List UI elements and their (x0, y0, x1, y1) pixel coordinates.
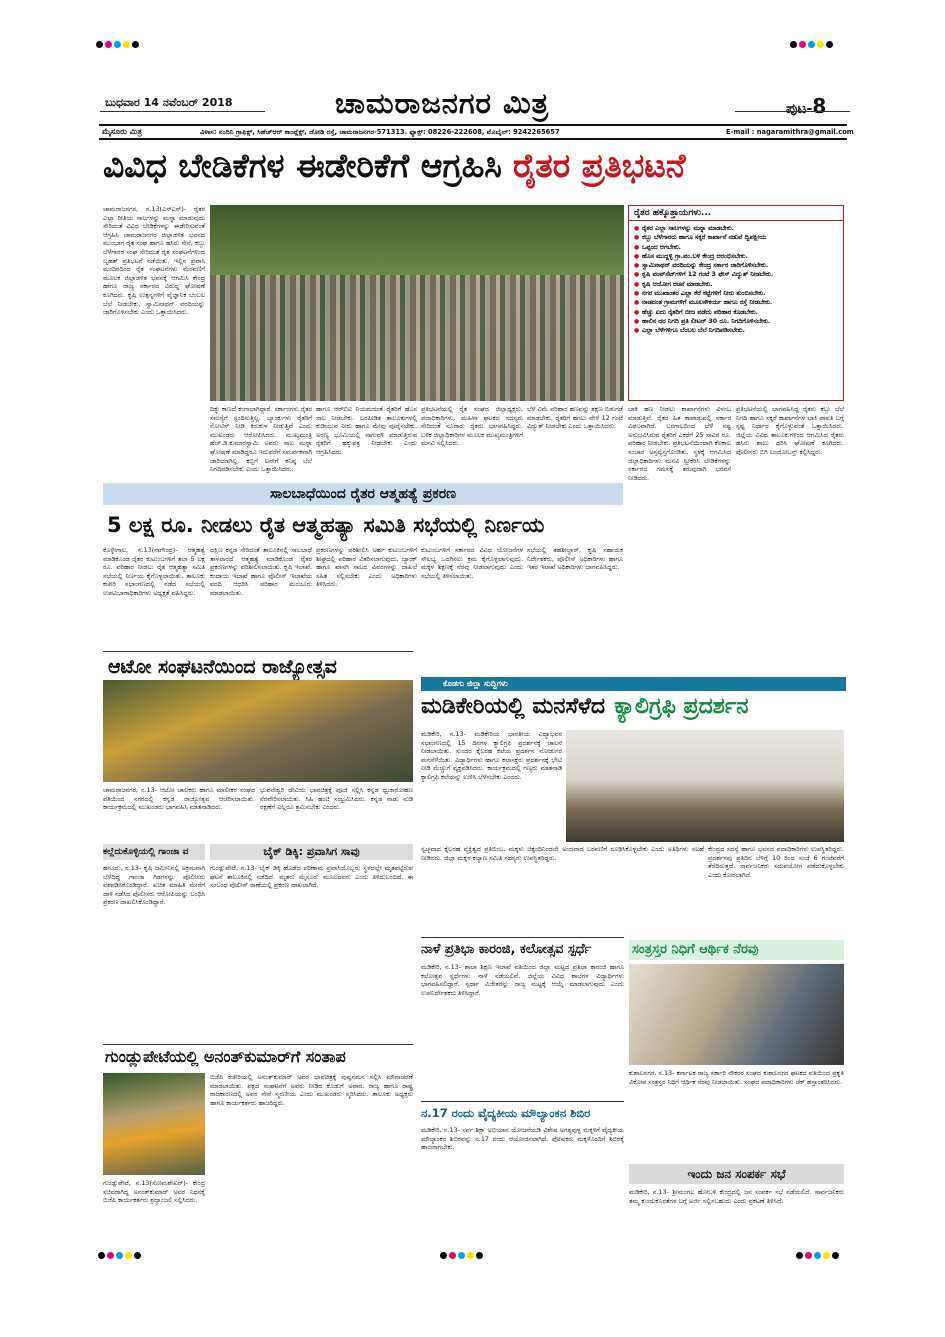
ananth-headline: ಗುಂಡ್ಲುಪೇಟೆಯಲ್ಲಿ ಅನಂತ್‌ಕುಮಾರ್‌ಗೆ ಸಂತಾಪ (105, 1047, 346, 1066)
photo-trees (210, 205, 624, 275)
suicide-kicker: ಸಾಲಬಾಧೆಯಿಂದ ರೈತರ ಆತ್ಮಹತ್ಯೆ ಪ್ರಕರಣ (103, 483, 623, 505)
suicide-col-5: ಸಭೆಯಲ್ಲಿ ತಹಶೀಲ್ದಾರ್, ಕೃಷಿ ಸಹಾಯಕ ನಿರ್ದೇಶಕರು, ಪೊಲೀಸ್ ಅಧಿಕಾರಿಗಳು ಹಾಗೂ ಇತರ ಇಲಾಖೆ ಅಧಿಕಾರಿಗಳು ಭಾಗವಹಿಸಿದ್ದರು. (527, 546, 623, 572)
demand-item: ● ಕಬ್ಬು ಬೆಳೆಗಾರರು ಹಾಗೂ ಸಕ್ಕರೆ ಕಾರ್ಖಾನೆ ನಡುವೆ ದ್ವಿಪಕ್ಷೀಯ (634, 233, 838, 242)
registration-dots-bottom (98, 1244, 143, 1263)
photo-crowd (210, 265, 624, 401)
demand-item: ● ಕೃಷಿ ಪಂಪ್‌ಸೆಟ್‌ಗಳಿಗೆ 12 ಗಂಟೆ 3 ಫೇಸ್ ವಿದ್ಯುತ್ ನೀಡಬೇಕು. (634, 270, 838, 279)
kodagu-tag: ಕೊಡಗು ಜಿಲ್ಲಾ ಸುದ್ದಿಗಳು (421, 677, 846, 691)
ganja-headline: ಕಲ್ಲೆದುಕೊಳ್ಳಿಯಲ್ಲಿ ಗಾಂಜಾ ವ (103, 844, 205, 860)
demand-item: ● ಹೆಚ್ಚು ಐದು ರೈತರಿಗೆ ಬೀಜ ಪಡೆದು ಪರಿಹಾರ ಕೊಡಬೇಕು. (634, 308, 838, 317)
date-rule (100, 111, 265, 112)
relief-text: ಕುಶಾಲನಗರ, ನ.13- ಕರ್ನಾಟಕ ರಾಜ್ಯ ಸರ್ಕಾರಿ ನೌಕರರ ಸಂಘದ ಕುಶಾಲನಗರ ಘಟಕದ ವತಿಯಿಂದ ಪ್ರಕೃತಿ ವಿಕೋಪ ಸಂತ್ರಸ್ತರ ನಿಧಿಗೆ ಆರ್ಥಿಕ ನೆರವು ನೀಡಲಾಯಿತು. ಸಂಘದ ಪದಾಧಿಕಾರಿಗಳು ಚೆಕ್ ಹಸ್ತಾಂತರಿಸಿದರು. (629, 1069, 844, 1086)
page-label: ಪುಟ- (786, 101, 813, 117)
medical-headline: ನ.17 ರಂದು ವೈದ್ಯಕೀಯ ಮೌಲ್ಯಾಂಕನ ಶಿಬಿರ (421, 1106, 591, 1120)
demand-item: ● ರೈತರ ಎಲ್ಲಾ ಸಾಲಗಳನ್ನು ಮನ್ನಾ ಮಾಡಬೇಕು. (634, 224, 838, 233)
relief-headline: ಸಂತ್ರಸ್ತರ ನಿಧಿಗೆ ಆರ್ಥಿಕ ನೆರವು (629, 940, 844, 960)
lead-col-2: ದಿಕ್ಕು ಕಾಣದೆ ಕಂಗಾಲಾಗಿದ್ದಾರೆ. ಸರ್ಕಾರಗಳು ರೈತರ ಸಮಸ್ಯೆಗೆ ಸ್ಪಂದಿಸುತ್ತಿಲ್ಲ. ಬ್ಯಾಂಕುಗಳು ರೈತರಿಗೆ ನೋಟಿಸ್ ನೀಡಿ ಕಿರುಕುಳ ನೀಡುತ್ತಿವೆ ಎಂದು ಮುಖಂಡರು ಆರೋಪಿಸಿದರು. ಮುಖ್ಯಮಂತ್ರಿ ಹೆಚ್.ಡಿ.ಕುಮಾರಸ್ವಾಮಿ ಅವರು ಸಾಲ ಮನ್ನಾ ಘೋಷಣೆ ಮಾಡಿದ್ದರೂ ಇದುವರೆಗೆ ಸಮರ್ಪಕವಾಗಿ ಜಾರಿಯಾಗಿಲ್ಲ. ಕಬ್ಬಿಗೆ ಟನ್‌ಗೆ ಕನಿಷ್ಠ ಬೆಲೆ ನಿಗದಿಪಡಿಸಬೇಕು ಎಂದು ಒತ್ತಾಯಿಸಿದರು. (210, 405, 312, 474)
registration-dots-top-right (790, 33, 835, 52)
lead-headline-red: ರೈತರ ಪ್ರತಿಭಟನೆ (513, 146, 686, 185)
lead-photo (210, 205, 624, 401)
masthead-title: ಚಾಮರಾಜನಗರ ಮಿತ್ರ (335, 86, 550, 120)
relief-photo (629, 964, 844, 1065)
kodagu-text-a: ಮಡಿಕೇರಿ, ನ.13- ಮಡಿಕೇರಿಯ ಭಾರತೀಯ ವಿದ್ಯಾಭವನ ಸಭಾಂಗಣದಲ್ಲಿ 15 ದಿನಗಳ ಕ್ಯಾಲಿಗ್ರಫಿ ಪ್ರದರ್ಶನಕ್ಕೆ ಚಾಲನೆ ನೀಡಲಾಯಿತು. ಸುಂದರ ಕೈಬರಹ ಕಲೆಯ ಪ್ರದರ್ಶನ ನೋಡುಗರ ಮನಸೆಳೆಯಿತು. ವಿದ್ಯಾರ್ಥಿಗಳು ಹಾಗೂ ಕಲಾಸಕ್ತರು ಪ್ರದರ್ಶನಕ್ಕೆ ಭೇಟಿ ನೀಡಿ ಮೆಚ್ಚುಗೆ ವ್ಯಕ್ತಪಡಿಸಿದರು. ಕಾರ್ಯಕ್ರಮದಲ್ಲಿ ಗಣ್ಯರು ಮಾತನಾಡಿ ಕ್ಯಾಲಿಗ್ರಫಿ ಕಲೆಯನ್ನು ಉಳಿಸಿ ಬೆಳೆಸಬೇಕು ಎಂದರು. (421, 730, 562, 781)
auto-text-a: ಚಾಮರಾಜನಗರ, ನ.13- ಆಟೋ ಚಾಲಕರು ಹಾಗೂ ಮಾಲೀಕರ ಸಂಘದ ವತಿಯಿಂದ ನಗರದಲ್ಲಿ ಕನ್ನಡ ರಾಜ್ಯೋತ್ಸವ ಆಚರಿಸಲಾಯಿತು. ಕಾರ್ಯಕ್ರಮದಲ್ಲಿ ಮುಖಂಡರು ಭಾಗವಹಿಸಿ ಮಾತನಾಡಿದರು. (103, 786, 255, 812)
kodagu-headline (421, 694, 749, 719)
page-number-label (786, 94, 826, 118)
kodagu-headline-black: ಮಡಿಕೇರಿಯಲ್ಲಿ ಮನಸೆಳೆದ (421, 694, 606, 719)
demand-item: ● ಎಲ್ಲಾ ಬೆಳೆಗಳಿಗೂ ಬೆಂಬಲ ಬೆಲೆ ನಿಗದಿಪಡಿಸಬೇಕು. (634, 326, 838, 335)
bike-text: ಗುಂಡ್ಲುಪೇಟೆ, ನ.13- ಬೈಕ್ ಡಿಕ್ಕಿ ಹೊಡೆದ ಪರಿಣಾಮ ಪ್ರವಾಸಿಯೊಬ್ಬರು ಸ್ಥಳದಲ್ಲೇ ಮೃತಪಟ್ಟಿರುವ ಘಟನೆ ತಾಲೂಕಿನಲ್ಲಿ ನಡೆದಿದೆ. ಮೃತರು ಮೈಸೂರು ಮೂಲದವರು ಎಂದು ತಿಳಿದುಬಂದಿದೆ. ಈ ಸಂಬಂಧ ಪೊಲೀಸ್ ಠಾಣೆಯಲ್ಲಿ ಪ್ರಕರಣ ದಾಖಲಾಗಿದೆ. (210, 864, 413, 890)
lead-col-1: ಚಾಮರಾಜನಗರ, ನ.13(ಎಸ್‌ಎನ್)- ರೈತರ ಎಲ್ಲಾ ರೀತಿಯ ಸಾಲಗಳನ್ನು ಮನ್ನಾ ಮಾಡುವುದು ಸೇರಿದಂತೆ ವಿವಿಧ ಬೇಡಿಕೆಗಳನ್ನು ಈಡೇರಿಸುವಂತೆ ಆಗ್ರಹಿಸಿ ಚಾಮರಾಜನಗರ ಜಿಲ್ಲಾಡಳಿತ ಭವನದ ಮುಂಭಾಗ ರೈತ ಸಂಘ ಹಾಗೂ ಹಸಿರು ಸೇನೆ, ಕಬ್ಬು ಬೆಳೆಗಾರರ ಸಂಘ ಸೇರಿದಂತೆ ರೈತ ಸಂಘಟನೆಗಳಿಂದ ಬೃಹತ್ ಪ್ರತಿಭಟನೆ ನಡೆಯಿತು. ಇಲ್ಲಿನ ಪ್ರವಾಸಿ ಮಂದಿರದಿಂದ ರೈತ ಸಂಘಟನೆಗಳು ಮೆರವಣಿಗೆ ಮೂಲಕ ಜಿಲ್ಲಾಡಳಿತ ಭವನಕ್ಕೆ ಆಗಮಿಸಿ ಕೇಂದ್ರ ಹಾಗೂ ರಾಜ್ಯ ಸರ್ಕಾರದ ವಿರುದ್ಧ ಘೋಷಣೆ ಕೂಗಿದರು. ಕೃಷಿ ಉತ್ಪನ್ನಗಳಿಗೆ ವೈಜ್ಞಾನಿಕ ಬೆಂಬಲ ಬೆಲೆ ನೀಡಬೇಕು, ಸ್ವಾಮಿನಾಥನ್ ವರದಿಯನ್ನು ಜಾರಿಗೊಳಿಸಬೇಕು ಎಂದು ಒತ್ತಾಯಿಸಿದರು. (103, 205, 205, 317)
right-col-a: ಬಾಕಿ ಹಣ ನೀಡಲು ಕಾರ್ಖಾನೆಗಳು ವಿಳಂಬ ಮಾಡುತ್ತಿವೆ. ರೈತರ ಹಿತ ಕಾಪಾಡುವಲ್ಲಿ ಸರ್ಕಾರ ವಿಫಲವಾಗಿದೆ. ಬರಗಾಲದಿಂದ ಬೆಳೆ ನಷ್ಟ ಅನುಭವಿಸಿರುವ ರೈತರಿಗೆ ಎಕರೆಗೆ 25 ಸಾವಿರ ರೂ. ಪರಿಹಾರ ನೀಡಬೇಕು. ಪ್ರತಿಭಟನೆಯಿಂದಾಗಿ ಕೆಲಕಾಲ ಸಂಚಾರ ಅಸ್ತವ್ಯಸ್ತಗೊಂಡಿತು. ಸ್ಥಳಕ್ಕೆ ಆಗಮಿಸಿದ ಜಿಲ್ಲಾಧಿಕಾರಿಗಳು ಮನವಿ ಸ್ವೀಕರಿಸಿ ಬೇಡಿಕೆಗಳನ್ನು ಸರ್ಕಾರದ ಗಮನಕ್ಕೆ ತರುವುದಾಗಿ ಭರವಸೆ ನೀಡಿದರು. (628, 405, 731, 482)
ganja-text: ಹನೂರು, ನ.13- ಕೃಷಿ ಜಮೀನಿನಲ್ಲಿ ಅಕ್ರಮವಾಗಿ ಬೆಳೆದಿದ್ದ ಗಾಂಜಾ ಗಿಡಗಳನ್ನು ಪೊಲೀಸರು ವಶಪಡಿಸಿಕೊಂಡಿದ್ದಾರೆ. ಖಚಿತ ಮಾಹಿತಿ ಮೇರೆಗೆ ದಾಳಿ ನಡೆಸಿದ ಪೊಲೀಸರು ಆರೋಪಿಯನ್ನು ಬಂಧಿಸಿ ಪ್ರಕರಣ ದಾಖಲಿಸಿಕೊಂಡಿದ್ದಾರೆ. (103, 864, 205, 907)
demand-item: ● ನಾಡದಂತ ಗ್ರಾಮಗಳಿಗೆ ಮೂಲಸೌಕರ್ಯ ಹಾಗೂ ರಸ್ತೆ ನೀಡಬೇಕು. (634, 298, 838, 307)
demand-item: ● ಹೊಸ ಮುದ್ದಳ್ಳಿ ಗ್ರಾ.ಪಂ.ಬಳಿ ಕೇಂದ್ರ ಆರಂಭಿಸಬೇಕು. (634, 252, 838, 261)
suicide-col-1: ಕೊಳ್ಳೇಗಾಲ, ನ.13(ನಾಗೇಂದ್ರ)- ಆತ್ಮಹತ್ಯೆ ಮಾಡಿಕೊಂಡ ರೈತರ ಕುಟುಂಬಗಳಿಗೆ ತಲಾ 5 ಲಕ್ಷ ರೂ. ಪರಿಹಾರ ನೀಡಲು ರೈತ ಆತ್ಮಹತ್ಯಾ ಸಮಿತಿ ಸಭೆಯಲ್ಲಿ ನಿರ್ಣಯ ಕೈಗೊಳ್ಳಲಾಯಿತು. ತಾಲೂಕು ಕಚೇರಿ ಸಭಾಂಗಣದಲ್ಲಿ ನಡೆದ ಸಭೆಯಲ್ಲಿ ಉಪವಿಭಾಗಾಧಿಕಾರಿಗಳು ಅಧ್ಯಕ್ಷತೆ ವಹಿಸಿದ್ದರು. (103, 546, 205, 597)
auto-headline: ಆಟೋ ಸಂಘಟನೆಯಿಂದ ರಾಜ್ಯೋತ್ಸವ (108, 656, 337, 678)
bike-headline: ಬೈಕ್ ಡಿಕ್ಕಿ: ಪ್ರವಾಸಿಗ ಸಾವು (210, 844, 413, 860)
lead-col-5: ಬೆಳೆ ವಿಮೆ ಪರಿಹಾರ ಹಣವನ್ನು ತಕ್ಷಣ ಬಿಡುಗಡೆ ಮಾಡಬೇಕು. ರೈತರಿಗೆ ಹಗಲು ವೇಳೆ 12 ಗಂಟೆ ವಿದ್ಯುತ್ ನೀಡಬೇಕು ಎಂದು ಒತ್ತಾಯಿಸಿದರು. (527, 405, 623, 431)
suicide-col-2: ದಕ್ಷಿಣ ಕನ್ನಡ ಸೇರಿದಂತೆ ತಾಲೂಕಿನಲ್ಲಿ ಸಾಲಬಾಧೆ ತಾಳಲಾರದೆ ಆತ್ಮಹತ್ಯೆ ಮಾಡಿಕೊಂಡ ರೈತರ ಪ್ರಕರಣಗಳನ್ನು ಪರಿಶೀಲಿಸಲಾಯಿತು. ಕೃಷಿ ಇಲಾಖೆ, ಕಂದಾಯ ಇಲಾಖೆ ಹಾಗೂ ಪೊಲೀಸ್ ಇಲಾಖೆಯ ವರದಿ ಆಧರಿಸಿ ಪರಿಹಾರ ಮಂಜೂರು ಮಾಡಲಾಯಿತು. (210, 546, 312, 597)
kodagu-headline-green: ಕ್ಯಾಲಿಗ್ರಫಿ ಪ್ರದರ್ಶನ (614, 694, 749, 719)
ananth-text: ಬಿಜೆಪಿ ಕಚೇರಿಯಲ್ಲಿ ಅನಂತ್‌ಕುಮಾರ್ ಅವರ ಭಾವಚಿತ್ರಕ್ಕೆ ಪುಷ್ಪನಮನ ಸಲ್ಲಿಸಿ ಮೌನಾಚರಣೆ ಮಾಡಲಾಯಿತು. ಪಕ್ಷದ ಸಂಘಟನೆಗೆ ಅವರು ನೀಡಿದ ಕೊಡುಗೆ ಅಪಾರ. ರಾಜ್ಯ ಹಾಗೂ ರಾಷ್ಟ್ರ ರಾಜಕಾರಣದಲ್ಲಿ ಅವರ ಸೇವೆ ಸ್ಮರಣೀಯ ಎಂದು ಮುಖಂಡರು ಸ್ಮರಿಸಿದರು. ತಾಲೂಕು ಅಧ್ಯಕ್ಷರು ಹಾಗೂ ಕಾರ್ಯಕರ್ತರು ಹಾಜರಿದ್ದರು. (210, 1073, 413, 1107)
kodagu-text-b: ಸ್ವಚ್ಛವಾದ ಕೈಬರಹ ವ್ಯಕ್ತಿತ್ವದ ಪ್ರತಿಬಿಂಬ. ಮಕ್ಕಳು ಚಿಕ್ಕಂದಿನಿಂದಲೇ ಅಂದವಾದ ಬರವಣಿಗೆ ರೂಢಿಸಿಕೊಳ್ಳಬೇಕು ಎಂದು ಅತಿಥಿಗಳು ಸಲಹೆ ನೀಡಿದರು. ಜಿಲ್ಲಾ ಮಕ್ಕಳ ಕಲ್ಯಾಣ ಸಮಿತಿ ಸದಸ್ಯರು ಉಪಸ್ಥಿತರಿದ್ದರು. (421, 845, 704, 862)
demand-item: ● ನಗರ ಮುಖಾಂತರ ಎಲ್ಲಾ ಕೆರೆ ಕಟ್ಟೆಗಳಿಗೆ ನೀರು ತುಂಬಿಸಬೇಕು. (634, 289, 838, 298)
ananth-photo (103, 1073, 205, 1175)
demands-list (629, 221, 843, 339)
pratibha-text: ಮಡಿಕೇರಿ, ನ.13- ಶಾಲಾ ಶಿಕ್ಷಣ ಇಲಾಖೆ ವತಿಯಿಂದ ಜಿಲ್ಲಾ ಮಟ್ಟದ ಪ್ರತಿಭಾ ಕಾರಂಜಿ ಹಾಗೂ ಕಲೋತ್ಸವ ಸ್ಪರ್ಧೆಗಳು ನಾಳೆ ನಡೆಯಲಿವೆ. ಜಿಲ್ಲೆಯ ವಿವಿಧ ಶಾಲೆಗಳ ವಿದ್ಯಾರ್ಥಿಗಳು ಭಾಗವಹಿಸಲಿದ್ದಾರೆ. ಸ್ಪರ್ಧಾ ವಿಜೇತರನ್ನು ರಾಜ್ಯ ಮಟ್ಟಕ್ಕೆ ಆಯ್ಕೆ ಮಾಡಲಾಗುವುದು ಎಂದು ಉಪನಿರ್ದೇಶಕರು ತಿಳಿಸಿದ್ದಾರೆ. (421, 963, 624, 997)
medical-text: ಮಡಿಕೇರಿ, ನ.13- ಸರ್ವ ಶಿಕ್ಷಾ ಅಭಿಯಾನ ಯೋಜನೆಯಡಿ ವಿಶೇಷ ಅಗತ್ಯವುಳ್ಳ ಮಕ್ಕಳಿಗೆ ವೈದ್ಯಕೀಯ ಮೌಲ್ಯಾಂಕನ ಶಿಬಿರವನ್ನು ನ.17 ರಂದು ಆಯೋಜಿಸಲಾಗಿದೆ. ಪೋಷಕರು ಮಕ್ಕಳೊಂದಿಗೆ ಶಿಬಿರಕ್ಕೆ ಹಾಜರಾಗಬೇಕು. (421, 1126, 624, 1152)
edition-name: ಮೈಸೂರು ಮಿತ್ರ (102, 127, 142, 136)
suicide-col-3: ಪ್ರಕರಣಗಳನ್ನು ಪರಿಶೀಲಿಸಿ ಅರ್ಹ ಕುಟುಂಬಗಳಿಗೆ ಶೀಘ್ರದಲ್ಲಿ ಪರಿಹಾರ ವಿತರಿಸಲಾಗುವುದು. ಬ್ಯಾಂಕ್ ಹಾಗೂ ಖಾಸಗಿ ಸಾಲದ ವಿವರಗಳನ್ನು ದಾಖಲೆ ಸಹಿತ ಸಲ್ಲಿಸಬೇಕು ಎಂದು ಅಧಿಕಾರಿಗಳು ತಿಳಿಸಿದರು. (316, 546, 417, 589)
page-number: 8 (812, 94, 827, 118)
demands-box (628, 205, 844, 401)
medical-rule (421, 1101, 624, 1102)
pratibha-rule (421, 937, 624, 938)
suicide-col-4: ಕುಟುಂಬಗಳಿಗೆ ಸರ್ಕಾರದ ವಿವಿಧ ಯೋಜನೆಗಳ ಸೌಲಭ್ಯ ಒದಗಿಸಲು ಕ್ರಮ ಕೈಗೊಳ್ಳಲಾಗುವುದು. ಮಕ್ಕಳ ಶಿಕ್ಷಣಕ್ಕೆ ನೆರವು ನೀಡಲಾಗುವುದು ಎಂದು ಸಭೆಯಲ್ಲಿ ತಿಳಿಸಲಾಯಿತು. (421, 546, 523, 580)
masthead-address: ವಿಳಾಸ: ನಂದಿನಿ ಗ್ರಾಫಿಕ್ಸ್, ಸಿಹೆಚ್‌ಆರ್ ಕಾಂಪ್ಲೆಕ್ಸ್, ಜೋಡಿ ರಸ್ತೆ, ಚಾಮರಾಜನಗರ-571313. ಫ್ಯಾಕ್ಸ್: 08226-222608, ಮೊಬೈಲ್: 9242265657 (200, 128, 560, 136)
janasampark-text: ಮಡಿಕೇರಿ, ನ.13- ಶ್ರೀಮಂಗಲ ಹೋಬಳಿ ಕೇಂದ್ರದಲ್ಲಿ ಜನ ಸಂಪರ್ಕ ಸಭೆ ನಡೆಯಲಿದೆ. ಸಾರ್ವಜನಿಕರು ತಮ್ಮ ಕುಂದುಕೊರತೆಗಳ ಬಗ್ಗೆ ಅರ್ಜಿ ಸಲ್ಲಿಸಬಹುದು ಎಂದು ಪ್ರಕಟಣೆ ತಿಳಿಸಿದೆ. (629, 1188, 844, 1205)
registration-dots-bottom-right (796, 1244, 841, 1263)
kodagu-photo (566, 730, 844, 842)
demand-item: ● ಸ್ವಾಮಿನಾಥನ್ ವರದಿಯನ್ನು ಕೇಂದ್ರ ಸರ್ಕಾರ ಜಾರಿಗೊಳಿಸಬೇಕು. (634, 261, 838, 270)
ananth-caption: ಗುಂಡ್ಲುಪೇಟೆ, ನ.13(ಸೋಮಶೇಖರ್)- ಕೇಂದ್ರ ಸಚಿವರಾಗಿದ್ದ ಅನಂತ್‌ಕುಮಾರ್ ಅವರ ನಿಧನಕ್ಕೆ ಬಿಜೆಪಿ ಕಾರ್ಯಕರ್ತರು ಶ್ರದ್ಧಾಂಜಲಿ ಸಲ್ಲಿಸಿದರು. (103, 1179, 205, 1205)
registration-dots-bottom-mid (440, 1244, 485, 1263)
lead-headline (103, 146, 843, 196)
lead-headline-black: ವಿವಿಧ ಬೇಡಿಕೆಗಳ ಈಡೇರಿಕೆಗೆ ಆಗ್ರಹಿಸಿ (103, 146, 502, 185)
right-col-b: ಪ್ರತಿಭಟನೆಯಲ್ಲಿ ಭಾಗವಹಿಸಿದ್ದ ರೈತರು ಕಬ್ಬು ಬೆಲೆ ನಿಗದಿ ಹಾಗೂ ಸಕ್ಕರೆ ಕಾರ್ಖಾನೆಗಳ ಬಾಕಿ ಪಾವತಿ ಬಗ್ಗೆ ಸ್ಪಷ್ಟ ನಿರ್ಧಾರ ಕೈಗೊಳ್ಳುವಂತೆ ಒತ್ತಾಯಿಸಿದರು. ಜಿಲ್ಲೆಯ ವಿವಿಧ ತಾಲೂಕುಗಳಿಂದ ಆಗಮಿಸಿದ ರೈತರು ಹಸಿರು ಶಾಲು ಧರಿಸಿ ಘೋಷಣೆ ಕೂಗಿದರು. ಪೊಲೀಸರು ಬಿಗಿ ಬಂದೋಬಸ್ತ್ ಕಲ್ಪಿಸಿದ್ದರು. (736, 405, 844, 456)
lead-col-3: ಹಾಗೂ ಆರ್‌ಬಿಐ ನಿಯಮದಂತೆ ರೈತರಿಗೆ ಹೊಸ ಸಾಲ ನೀಡಬೇಕು. ಬರಪೀಡಿತ ತಾಲೂಕುಗಳಲ್ಲಿ ಕುಡಿಯುವ ನೀರು ಹಾಗೂ ಮೇವು ಪೂರೈಸಬೇಕು. ಅರಣ್ಯ ಭೂಮಿಯಲ್ಲಿ ಸಾಗುವಳಿ ಮಾಡುತ್ತಿರುವ ರೈತರಿಗೆ ಹಕ್ಕುಪತ್ರ ನೀಡಬೇಕು ಎಂದು ಆಗ್ರಹಿಸಿದರು. (316, 405, 417, 456)
page-rule (735, 111, 850, 112)
demands-title: ರೈತರ ಹಕ್ಕೊತ್ತಾಯಗಳು... (629, 206, 843, 221)
masthead-email: E-mail : nagaramithra@gmail.com (726, 128, 854, 136)
lead-col-4: ಪ್ರತಿಭಟನೆಯಲ್ಲಿ ರೈತ ಸಂಘದ ಜಿಲ್ಲಾಧ್ಯಕ್ಷರು, ಪದಾಧಿಕಾರಿಗಳು, ಮಹಿಳಾ ಘಟಕದ ಸದಸ್ಯರು ಸೇರಿದಂತೆ ನೂರಾರು ರೈತರು ಭಾಗವಹಿಸಿದ್ದರು. ಬಳಿಕ ಜಿಲ್ಲಾಧಿಕಾರಿಗಳ ಮೂಲಕ ಮುಖ್ಯಮಂತ್ರಿಗಳಿಗೆ ಮನವಿ ಸಲ್ಲಿಸಿದರು. (421, 405, 523, 448)
demand-item: ● ಹಾಲಿನ ದರ ನಿಗದಿ ಪ್ರತಿ ಲೀಟರ್ 30 ರೂ. ನಿಗದಿಗೊಳಿಸಬೇಕು. (634, 317, 838, 326)
pratibha-headline: ನಾಳೆ ಪ್ರತಿಭಾ ಕಾರಂಜಿ, ಕಲೋತ್ಸವ ಸ್ಪರ್ಧೆ (421, 942, 592, 957)
auto-text-b: ಭುವನೇಶ್ವರಿ ದೇವಿಯ ಭಾವಚಿತ್ರಕ್ಕೆ ಪೂಜೆ ಸಲ್ಲಿಸಿ ಕನ್ನಡ ಧ್ವಜಾರೋಹಣ ನೆರವೇರಿಸಲಾಯಿತು. ಸಿಹಿ ಹಂಚಿ ಸಂಭ್ರಮಿಸಿದರು. ಕನ್ನಡ ನಾಡು ನುಡಿ ರಕ್ಷಣೆಗೆ ಎಲ್ಲರೂ ಶ್ರಮಿಸಬೇಕು ಎಂದರು. (260, 786, 413, 812)
issue-date: ಬುಧವಾರ 14 ನವೆಂಬರ್ 2018 (105, 96, 233, 109)
registration-dots-top (96, 33, 141, 52)
demand-item: ● ಕೃಷಿ ಆಯೋಗ ರಚನೆ ಮಾಡಬೇಕು. (634, 280, 838, 289)
demand-item: ● ಒಪ್ಪಂದ ಆಗಬೇಕು. (634, 243, 838, 252)
suicide-headline: 5 ಲಕ್ಷ ರೂ. ನೀಡಲು ರೈತ ಆತ್ಮಹತ್ಯಾ ಸಮಿತಿ ಸಭೆಯಲ್ಲಿ ನಿರ್ಣಯ (107, 513, 545, 537)
auto-photo (103, 680, 413, 782)
kodagu-text-c: ಕೇಂದ್ರದ ಸದಸ್ಯೆ ಹಾಗೂ ಭವನದ ಪದಾಧಿಕಾರಿಗಳು ಉಪಸ್ಥಿತರಿದ್ದರು. ಪ್ರದರ್ಶನವು ಪ್ರತಿದಿನ ಬೆಳಿಗ್ಗೆ 10 ರಿಂದ ಸಂಜೆ 6 ಗಂಟೆವರೆಗೆ ತೆರೆದಿರುತ್ತದೆ. ಸಾರ್ವಜನಿಕರು ಸದುಪಯೋಗ ಪಡೆದುಕೊಳ್ಳಬೇಕು ಎಂದು ಕೋರಲಾಗಿದೆ. (708, 845, 844, 879)
janasampark-headline: ಇಂದು ಜನ ಸಂಪರ್ಕ ಸಭೆ (629, 1164, 844, 1184)
auto-rule (103, 651, 413, 652)
